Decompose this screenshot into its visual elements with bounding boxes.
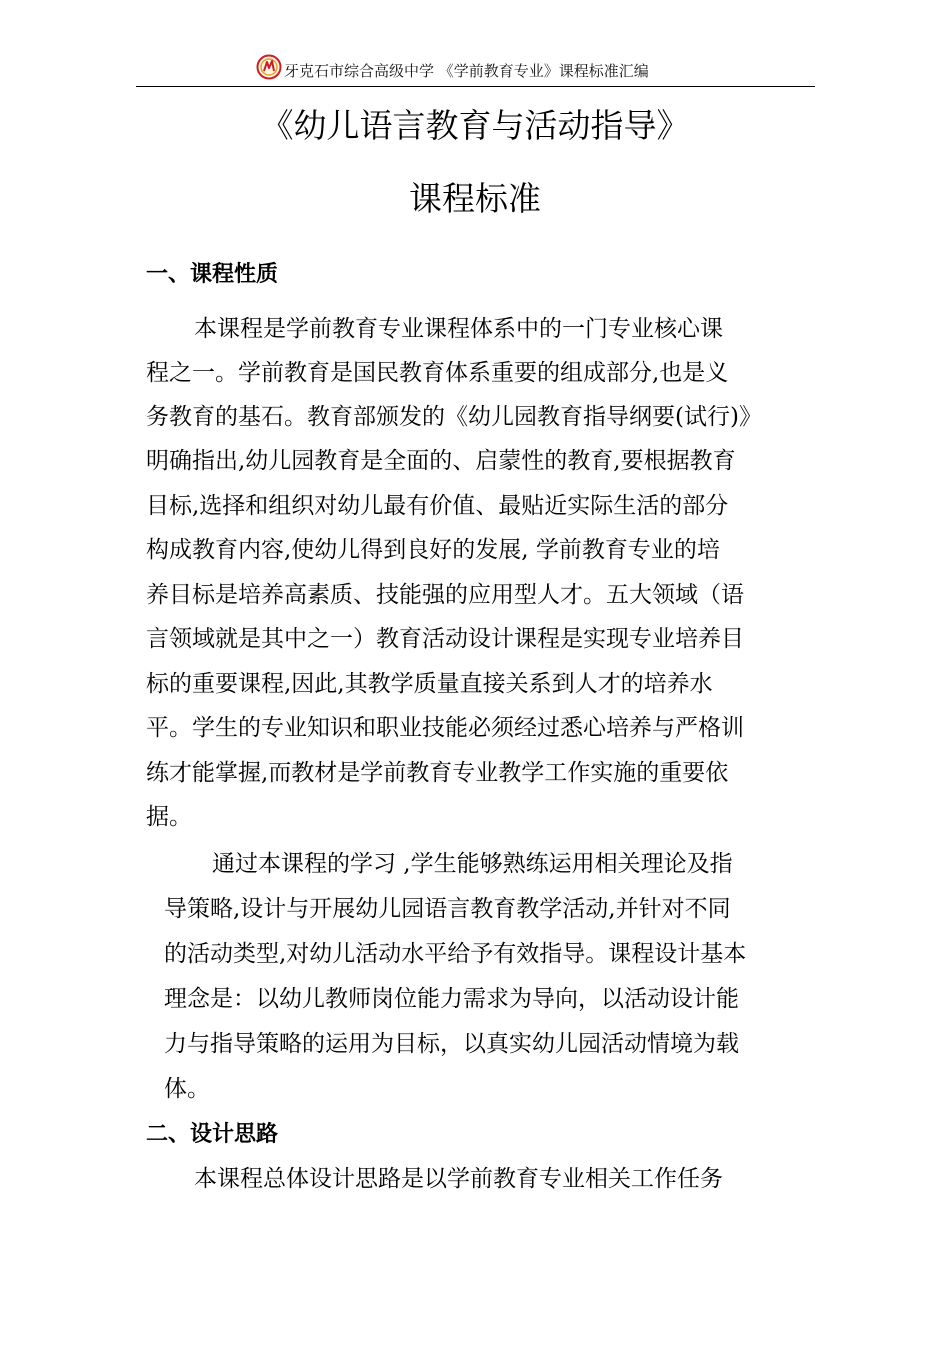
paragraph-line: 明确指出,幼儿园教育是全面的、启蒙性的教育,要根据教育 xyxy=(146,448,736,474)
paragraph-line: 标的重要课程,因此,其教学质量直接关系到人才的培养水 xyxy=(146,671,713,697)
section-heading-design: 二、设计思路 xyxy=(146,1122,279,1147)
paragraph-line: 务教育的基石。教育部颁发的《幼儿园教育指导纲要(试行)》 xyxy=(146,404,762,430)
paragraph-line: 言领域就是其中之一）教育活动设计课程是实现专业培养目 xyxy=(146,626,744,652)
paragraph-line: 理念是：以幼儿教师岗位能力需求为导向，以活动设计能 xyxy=(164,986,739,1012)
paragraph-line: 程之一。学前教育是国民教育体系重要的组成部分,也是义 xyxy=(146,360,729,386)
paragraph-line: 本课程是学前教育专业课程体系中的一门专业核心课 xyxy=(194,316,723,342)
paragraph-line: 体。 xyxy=(164,1076,210,1102)
paragraph-line: 构成教育内容,使幼儿得到良好的发展, 学前教育专业的培 xyxy=(146,537,720,563)
header-text: 牙克石市综合高级中学 《学前教育专业》课程标准汇编 xyxy=(284,62,649,80)
paragraph-line: 导策略,设计与开展幼儿园语言教育教学活动,并针对不同 xyxy=(164,896,731,922)
paragraph-line: 通过本课程的学习 ,学生能够熟练运用相关理论及指 xyxy=(212,851,733,877)
document-title: 《幼儿语言教育与活动指导》 xyxy=(260,106,690,145)
paragraph-line: 练才能掌握,而教材是学前教育专业教学工作实施的重要依 xyxy=(146,760,729,786)
school-logo-icon xyxy=(256,54,282,80)
paragraph-line: 据。 xyxy=(146,804,192,830)
paragraph-line: 的活动类型,对幼儿活动水平给予有效指导。课程设计基本 xyxy=(164,941,747,967)
paragraph-line: 目标,选择和组织对幼儿最有价值、最贴近实际生活的部分 xyxy=(146,493,729,519)
section-heading-nature: 一、课程性质 xyxy=(146,262,279,287)
paragraph-line: 养目标是培养高素质、技能强的应用型人才。五大领域（语 xyxy=(146,582,744,608)
paragraph-line: 本课程总体设计思路是以学前教育专业相关工作任务 xyxy=(194,1166,723,1192)
paragraph-line: 力与指导策略的运用为目标，以真实幼儿园活动情境为载 xyxy=(164,1031,739,1057)
page-header xyxy=(136,52,815,87)
paragraph-line: 平。学生的专业知识和职业技能必须经过悉心培养与严格训 xyxy=(146,715,744,741)
document-subtitle: 课程标准 xyxy=(409,179,541,218)
